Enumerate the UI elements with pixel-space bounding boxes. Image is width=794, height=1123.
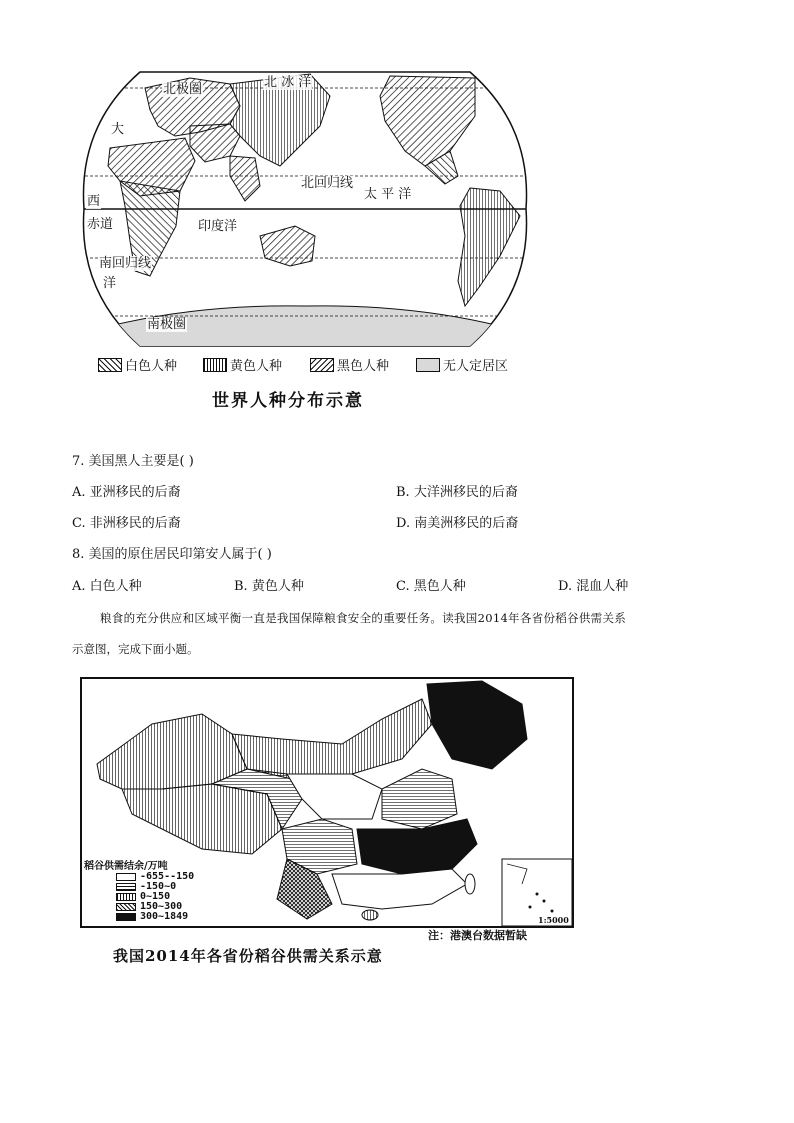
- legend-white-race: [98, 355, 177, 374]
- world-map-graphic: [80, 66, 530, 351]
- question-8-option-b: B. 黄色人种: [234, 579, 304, 594]
- black-race-swatch: [310, 358, 334, 372]
- label-south-polar-circle: 南极圈: [147, 317, 187, 332]
- label-atlantic-da: 大: [111, 122, 125, 137]
- legend-black-race: [310, 355, 389, 374]
- question-8-option-c: C. 黑色人种: [396, 579, 466, 594]
- question-8-option-d: D. 混血人种: [558, 579, 629, 594]
- passage-line-2: 示意图，完成下面小题。: [72, 642, 199, 656]
- china-map-figure: [80, 677, 574, 928]
- question-7-option-b: B. 大洋洲移民的后裔: [396, 485, 518, 500]
- legend-label: 白色人种: [125, 359, 178, 374]
- world-map-caption: 世界人种分布示意: [212, 391, 364, 411]
- china-legend-item-5: [116, 911, 188, 922]
- legend-label: 黑色人种: [337, 359, 390, 374]
- label-tropic-of-cancer: 北回归线: [301, 176, 354, 191]
- legend-swatch: [116, 883, 136, 891]
- china-map-caption: 我国2014年各省份稻谷供需关系示意: [113, 947, 383, 965]
- china-map-note: 注：港澳台数据暂缺: [428, 929, 527, 942]
- legend-label: -655--150: [140, 871, 195, 882]
- question-8-option-a: A. 白色人种: [72, 579, 142, 594]
- legend-swatch: [116, 893, 136, 901]
- label-atlantic-yang: 洋: [103, 276, 117, 291]
- legend-label: 无人定居区: [443, 359, 509, 374]
- legend-yellow-race: [203, 355, 282, 374]
- world-map-figure: [80, 66, 530, 351]
- legend-label: -150~0: [140, 881, 177, 892]
- question-7-option-a: A. 亚洲移民的后裔: [72, 485, 181, 500]
- legend-label: 300~1849: [140, 911, 189, 922]
- label-north-polar-circle: 北极圈: [163, 82, 203, 97]
- passage-line-1: 粮食的充分供应和区域平衡一直是我国保障粮食安全的重要任务。读我国2014年各省份稻谷供需关系: [100, 611, 627, 625]
- label-indian-ocean: 印度洋: [198, 219, 238, 234]
- label-equator: 赤道: [87, 217, 114, 232]
- uninhabited-swatch: [416, 358, 440, 372]
- question-7-stem: 7. 美国黑人主要是( ): [72, 454, 194, 469]
- question-7-option-c: C. 非洲移民的后裔: [72, 516, 181, 531]
- question-7-option-d: D. 南美洲移民的后裔: [396, 516, 519, 531]
- legend-uninhabited: [416, 355, 508, 374]
- label-tropic-of-capricorn: 南回归线: [99, 256, 152, 271]
- china-legend-title: 稻谷供需结余/万吨: [84, 857, 168, 872]
- inset-scale: 1:5000: [538, 915, 569, 925]
- label-pacific-ocean: 太 平 洋: [364, 187, 412, 202]
- legend-label: 0~150: [140, 891, 171, 902]
- label-atlantic-xi: 西: [87, 194, 101, 209]
- yellow-race-swatch: [203, 358, 227, 372]
- legend-label: 黄色人种: [230, 359, 283, 374]
- question-8-stem: 8. 美国的原住居民印第安人属于( ): [72, 547, 272, 562]
- legend-label: 150~300: [140, 901, 183, 912]
- label-arctic-ocean: 北 冰 洋: [264, 75, 312, 90]
- legend-swatch: [116, 903, 136, 911]
- legend-swatch: [116, 913, 136, 921]
- white-race-swatch: [98, 358, 122, 372]
- legend-swatch: [116, 873, 136, 881]
